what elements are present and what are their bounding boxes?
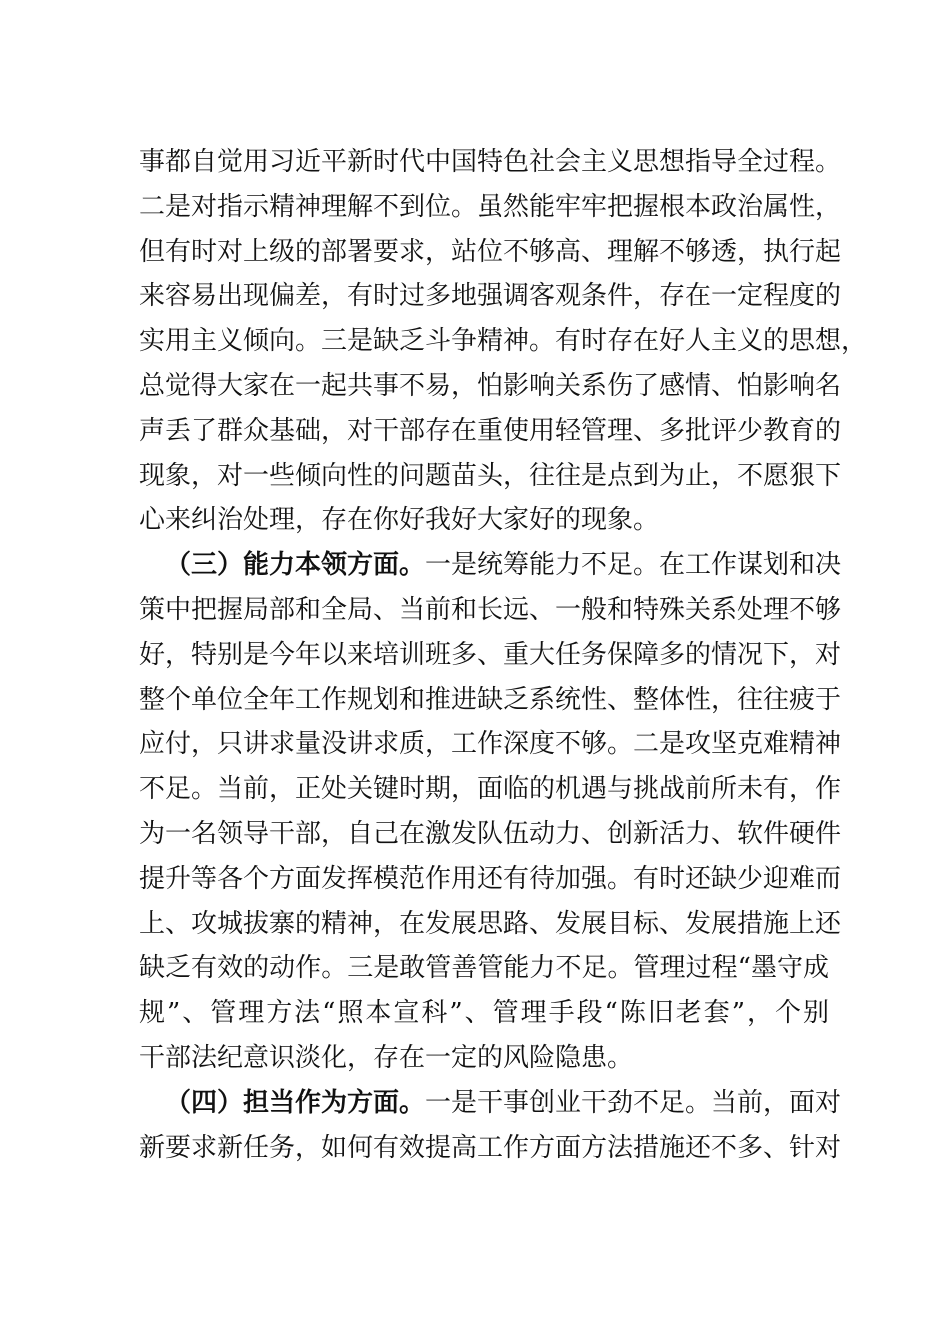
text-run: 一是干事创业干劲不足。当前，面对 bbox=[425, 1087, 842, 1118]
section-heading: （四）担当作为方面。 bbox=[165, 1087, 426, 1118]
text-line: 新要求新任务，如何有效提高工作方面方法措施还不多、针对 bbox=[139, 1132, 842, 1163]
text-line: 来容易出现偏差，有时过多地强调客观条件，存在一定程度的 bbox=[139, 281, 842, 312]
text-run: 一是统筹能力不足。在工作谋划和决 bbox=[425, 550, 842, 581]
section-first-line bbox=[139, 543, 842, 588]
text-line: 心来纠治处理，存在你好我好大家好的现象。 bbox=[139, 505, 660, 536]
text-line: 应付，只讲求量没讲求质，工作深度不够。二是攻坚克难精神 bbox=[139, 729, 842, 760]
text-line: 不足。当前，正处关键时期，面临的机遇与挑战前所未有，作 bbox=[139, 774, 842, 805]
text-line: 提升等各个方面发挥模范作用还有待加强。有时还缺少迎难而 bbox=[139, 863, 842, 894]
text-line: 现象，对一些倾向性的问题苗头，往往是点到为止，不愿狠下 bbox=[139, 460, 842, 491]
text-line: 总觉得大家在一起共事不易，怕影响关系伤了感情、怕影响名 bbox=[139, 370, 842, 401]
text-line: 策中把握局部和全局、当前和长远、一般和特殊关系处理不够 bbox=[139, 594, 842, 625]
text-line: 实用主义倾向。三是缺乏斗争精神。有时存在好人主义的思想， bbox=[139, 326, 868, 357]
text-line: 规”、管理方法“照本宣科”、管理手段“陈旧老套”，个别 bbox=[139, 998, 829, 1029]
text-line: 上、攻城拔寨的精神，在发展思路、发展目标、发展措施上还 bbox=[139, 908, 842, 939]
text-line: 干部法纪意识淡化，存在一定的风险隐患。 bbox=[139, 1042, 634, 1073]
section-first-line bbox=[139, 1081, 842, 1126]
text-line: 二是对指示精神理解不到位。虽然能牢牢把握根本政治属性， bbox=[139, 191, 842, 222]
section-heading: （三）能力本领方面。 bbox=[165, 550, 426, 581]
text-line: 为一名领导干部，自己在激发队伍动力、创新活力、软件硬件 bbox=[139, 818, 842, 849]
text-line: 事都自觉用习近平新时代中国特色社会主义思想指导全过程。 bbox=[139, 147, 842, 177]
text-line: 声丢了群众基础，对干部存在重使用轻管理、多批评少教育的 bbox=[139, 415, 842, 446]
text-line: 整个单位全年工作规划和推进缺乏系统性、整体性，往往疲于 bbox=[139, 684, 842, 715]
text-line: 缺乏有效的动作。三是敢管善管能力不足。管理过程“墨守成 bbox=[139, 953, 829, 984]
text-line: 但有时对上级的部署要求，站位不够高、理解不够透，执行起 bbox=[139, 236, 842, 267]
text-line: 好，特别是今年以来培训班多、重大任务保障多的情况下，对 bbox=[139, 639, 842, 670]
body-text bbox=[139, 140, 868, 1170]
